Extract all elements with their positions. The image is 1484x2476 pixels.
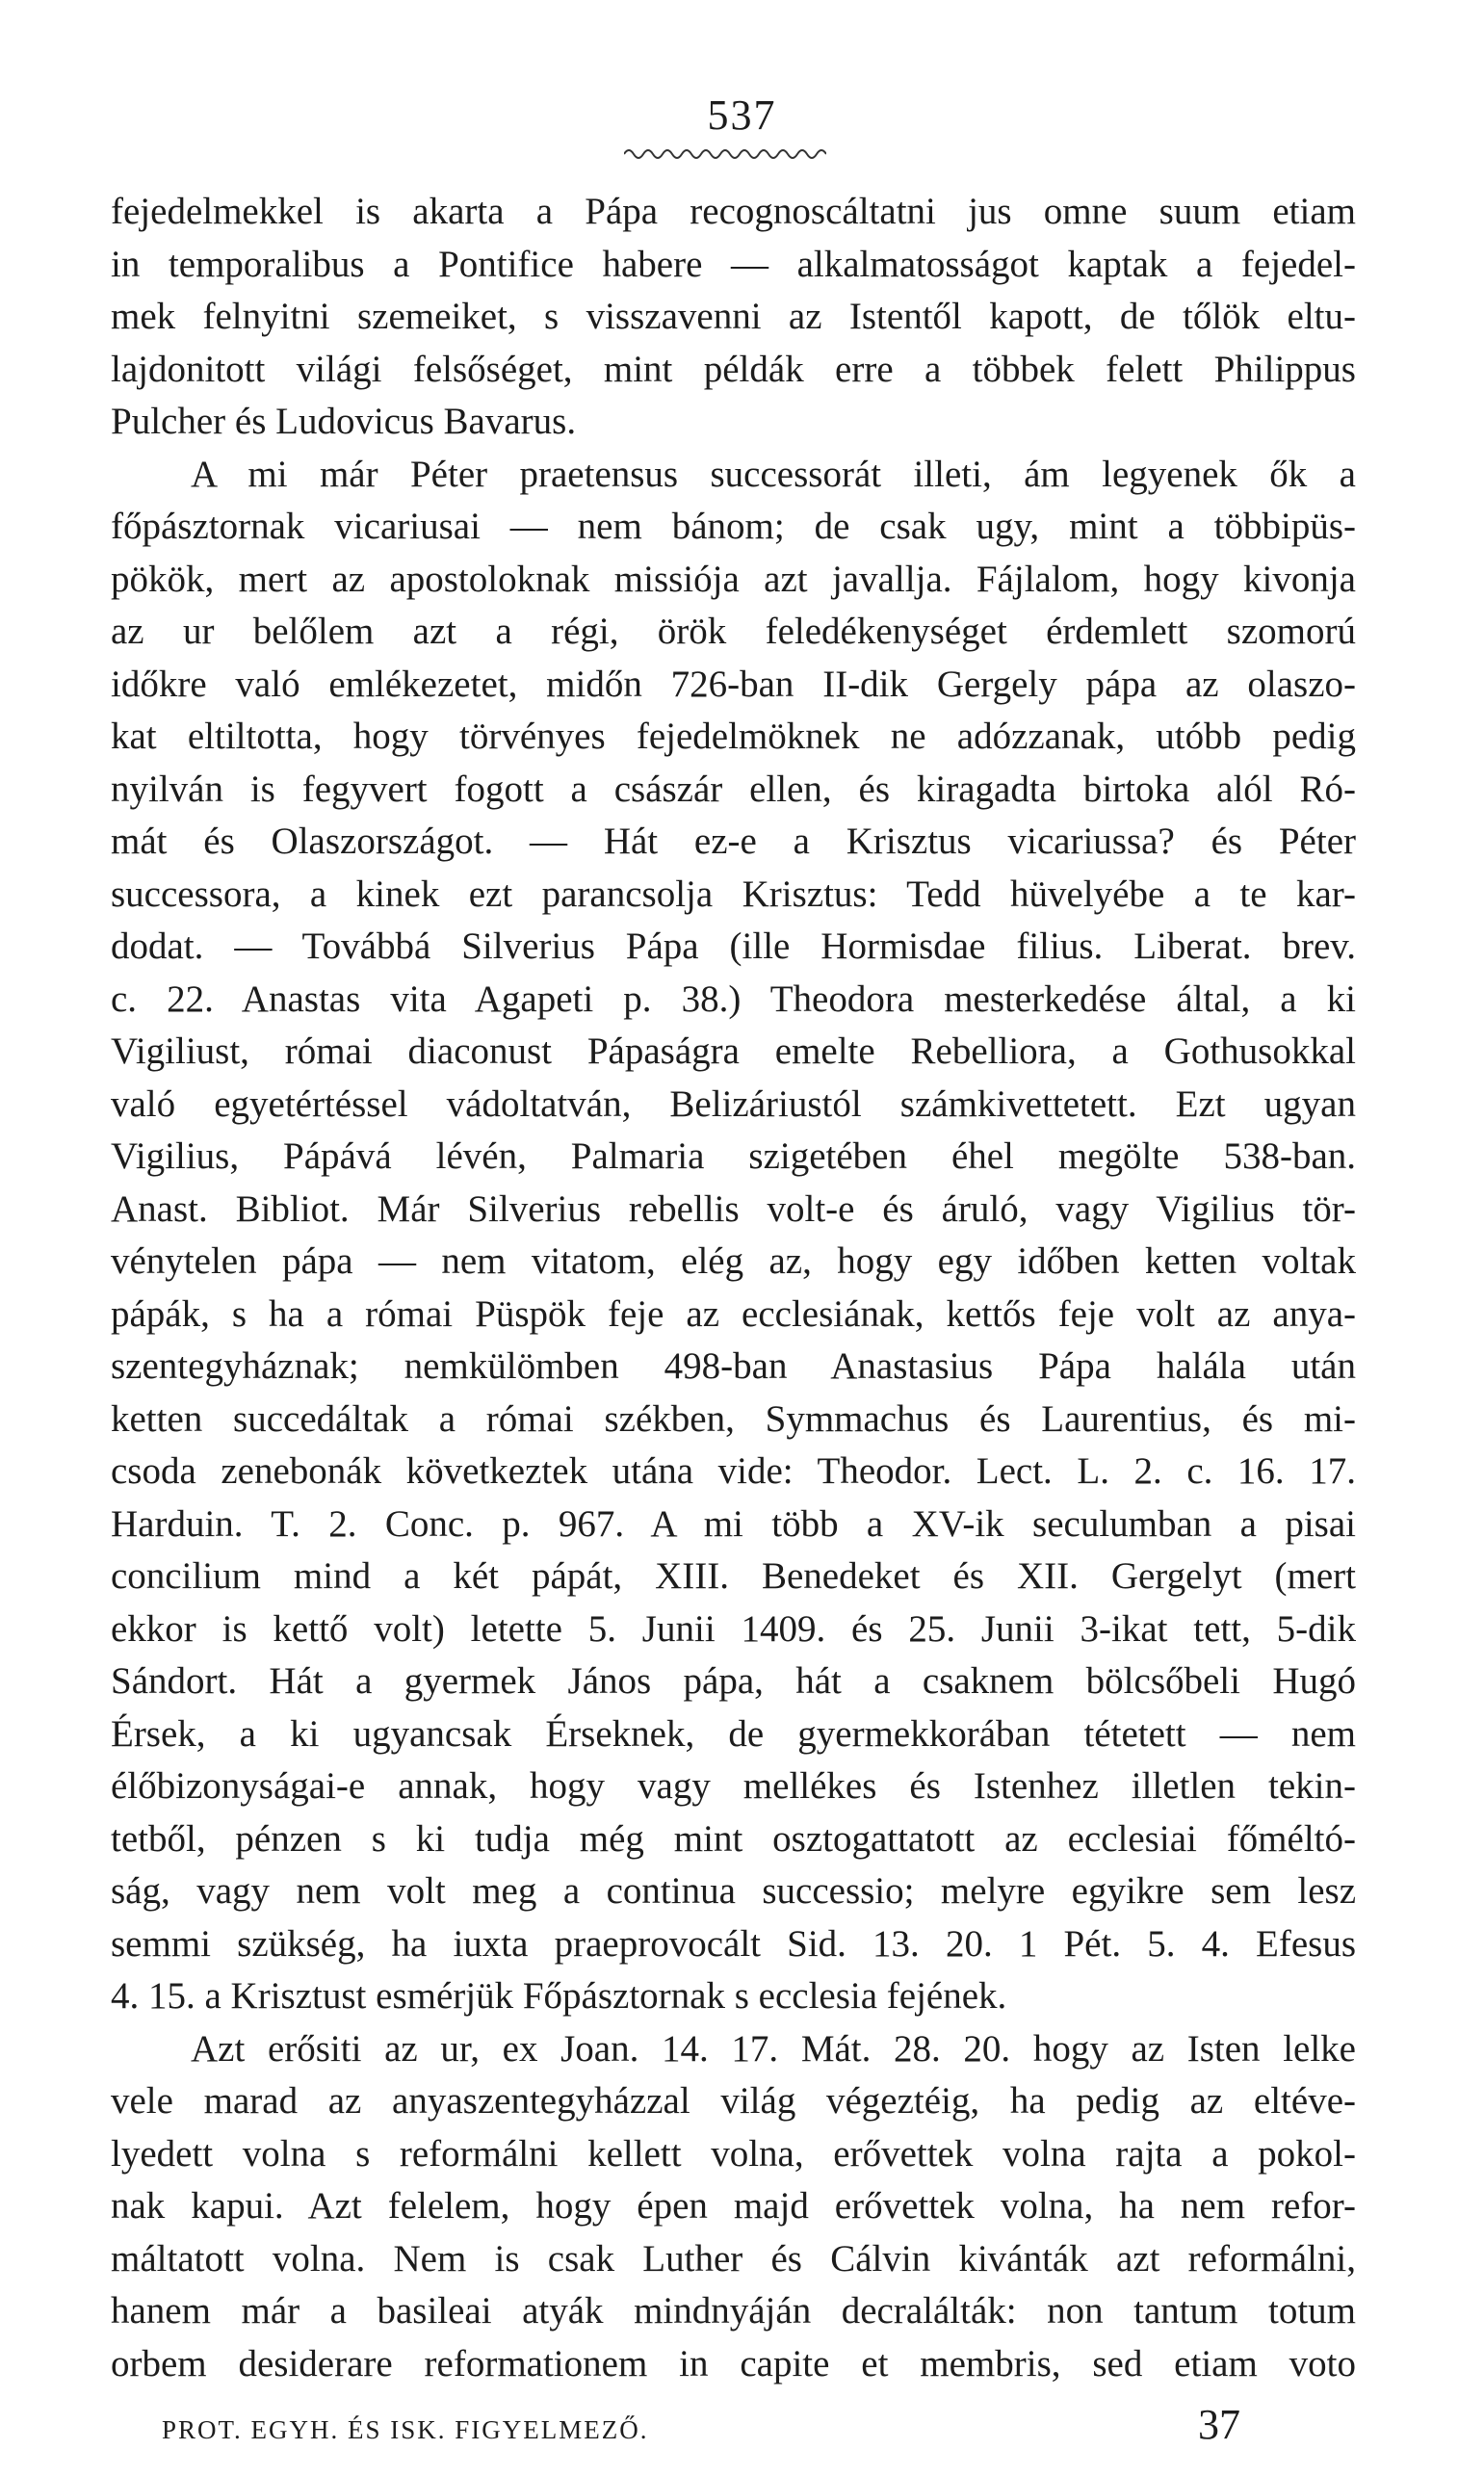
text-line: csoda zenebonák következtek utána vide: Theodor. Lect. L. 2. c. 16. 17. [111, 1450, 1356, 1492]
paragraph-start-line: A mi már Péter praetensus successorát illeti, ám legyenek ők a [191, 453, 1356, 495]
text-line: kat eltiltotta, hogy törvényes fejedelmöknek ne adózzanak, utóbb pedig [111, 716, 1356, 757]
text-line: való egyetértéssel vádoltatván, Belizáriustól számkivettetett. Ezt ugyan [111, 1082, 1356, 1125]
text-line: 4. 15. a Krisztust esmérjük Főpásztornak s ecclesia fejének. [111, 1975, 1007, 2017]
text-line: időkre való emlékezetet, midőn 726-ban II-dik Gergely pápa az olaszo- [111, 663, 1356, 705]
text-line: Sándort. Hát a gyermek János pápa, hát a csaknem bölcsőbeli Hugó [111, 1660, 1356, 1702]
text-line: hanem már a basileai atyák mindnyáján decralálták: non tantum totum [111, 2290, 1356, 2332]
text-line: in temporalibus a Pontifice habere — alkalmatosságot kaptak a fejedel- [111, 243, 1356, 285]
text-line: Pulcher és Ludovicus Bavarus. [111, 401, 577, 442]
text-line: vénytelen pápa — nem vitatom, elég az, hogy egy időben ketten voltak [111, 1240, 1356, 1282]
text-line: főpásztornak vicariusai — nem bánom; de csak ugy, mint a többipüs- [111, 506, 1356, 547]
text-line: semmi szükség, ha iuxta praeprovocált Sid. 13. 20. 1 Pét. 5. 4. Efesus [111, 1922, 1356, 1965]
text-line: ság, vagy nem volt meg a continua successio; melyre egyikre sem lesz [111, 1870, 1356, 1912]
text-line: tetből, pénzen s ki tudja még mint osztogattatott az ecclesiai főméltó- [111, 1817, 1356, 1860]
text-line: szentegyháznak; nemkülömben 498-ban Anastasius Pápa halála után [111, 1345, 1356, 1387]
text-line: pökök, mert az apostoloknak missiója azt javallja. Fájlalom, hogy kivonja [111, 558, 1356, 600]
text-line: mek felnyitni szemeiket, s visszavenni az Istentől kapott, de tőlök eltu- [111, 296, 1356, 337]
text-line: máltatott volna. Nem is csak Luther és Cálvin kivánták azt reformálni, [111, 2237, 1356, 2280]
text-line: az ur belőlem azt a régi, örök feledékenységet érdemlett szomorú [111, 611, 1356, 652]
text-line: Vigilius, Pápává lévén, Palmaria szigetében éhel megölte 538-ban. [111, 1135, 1356, 1177]
text-line: élőbizonyságai-e annak, hogy vagy mellékes és Istenhez illetlen tekin- [111, 1765, 1356, 1807]
text-line: nak kapui. Azt felelem, hogy épen majd erővettek volna, ha nem refor- [111, 2185, 1356, 2227]
text-line: orbem desiderare reformationem in capite et membris, sed etiam voto [111, 2342, 1356, 2385]
footer-signature-number: 37 [1198, 2401, 1240, 2448]
page-number: 537 [707, 91, 777, 139]
text-line: pápák, s ha a római Püspök feje az ecclesiának, kettős feje volt az anya- [111, 1292, 1356, 1335]
paragraph-start-line: Azt erősiti az ur, ex Joan. 14. 17. Mát. 28. 20. hogy az Isten lelke [191, 2027, 1356, 2070]
page-footer [162, 2395, 1240, 2453]
body-text [111, 186, 1356, 2390]
text-line: Vigiliust, római diaconust Pápaságra emelte Rebelliora, a Gothusokkal [111, 1030, 1356, 1072]
text-line: vele marad az anyaszentegyházzal világ végeztéig, ha pedig az eltéve- [111, 2080, 1356, 2122]
text-line: Érsek, a ki ugyancsak Érseknek, de gyermekkorában tétetett — nem [111, 1712, 1356, 1755]
text-line: mát és Olaszországot. — Hát ez-e a Krisztus vicariussa? és Péter [111, 821, 1356, 862]
text-line: ketten succedáltak a római székben, Symmachus és Laurentius, és mi- [111, 1397, 1356, 1440]
text-line: c. 22. Anastas vita Agapeti p. 38.) Theodora mesterkedése által, a ki [111, 977, 1356, 1020]
text-line: nyilván is fegyvert fogott a császár ellen, és kiragadta birtoka alól Ró- [111, 768, 1356, 810]
text-line: lyedett volna s reformálni kellett volna, erővettek volna rajta a pokol- [111, 2132, 1356, 2175]
text-line: Harduin. T. 2. Conc. p. 967. A mi több a XV-ik seculumban a pisai [111, 1502, 1356, 1545]
text-line: successora, a kinek ezt parancsolja Krisztus: Tedd hüvelyébe a te kar- [111, 873, 1356, 915]
text-line: Anast. Bibliot. Már Silverius rebellis volt-e és áruló, vagy Vigilius tör- [111, 1187, 1356, 1230]
text-line: concilium mind a két pápát, XIII. Benedeket és XII. Gergelyt (mert [111, 1555, 1356, 1597]
text-line: ekkor is kettő volt) letette 5. Junii 1409. és 25. Junii 3-ikat tett, 5-dik [111, 1607, 1356, 1650]
text-line: lajdonitott világi felsőséget, mint példák erre a többek felett Philippus [111, 348, 1356, 390]
wavy-rule-ornament [624, 144, 826, 162]
text-line: dodat. — Továbbá Silverius Pápa (ille Hormisdae filius. Liberat. brev. [111, 925, 1356, 967]
footer-journal-title: PROT. EGYH. ÉS ISK. FIGYELMEZŐ. [162, 2415, 649, 2444]
text-line: fejedelmekkel is akarta a Pápa recognoscáltatni jus omne suum etiam [111, 191, 1356, 232]
